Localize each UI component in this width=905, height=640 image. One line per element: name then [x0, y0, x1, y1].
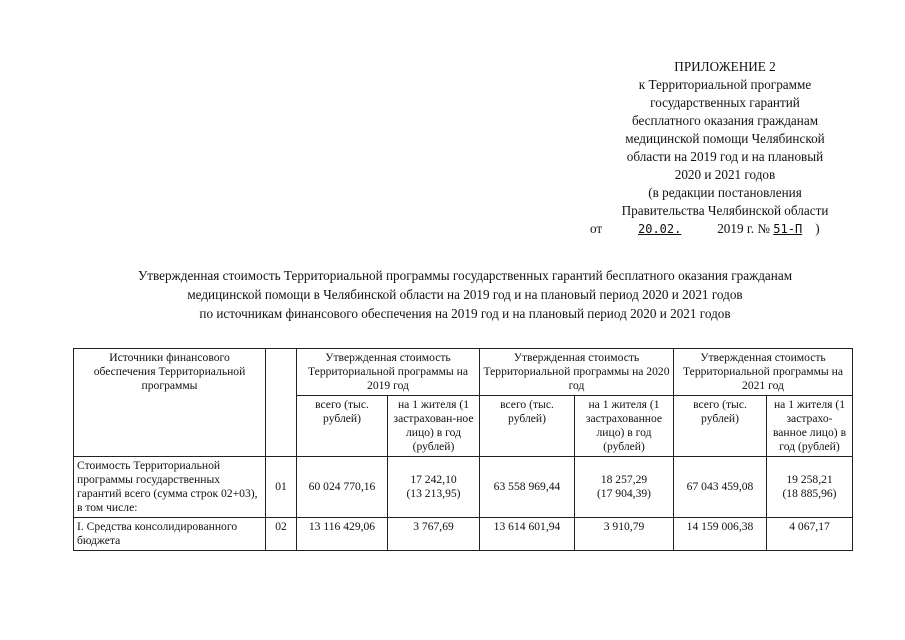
row-name: Стоимость Территориальной программы государственных гарантий всего (сумма строк 02+03), в том числе: — [74, 457, 266, 518]
per-insured-value: (13 213,95) — [406, 487, 461, 500]
heading-line: Утвержденная стоимость Территориальной программы государственных гарантий бесплатного оказания гражданам — [137, 268, 793, 283]
per-capita-value: 18 257,29 — [600, 473, 648, 486]
subheader-per-2021: на 1 жителя (1 застрахо-ванное лицо) в год (рублей) — [767, 396, 853, 457]
row-total-2019: 60 024 770,16 — [297, 457, 388, 518]
table-header-row — [74, 349, 853, 396]
row-total-2021: 67 043 459,08 — [674, 457, 767, 518]
row-name: I. Средства консолидированного бюджета — [74, 518, 266, 551]
appendix-line: (в редакции постановления — [648, 185, 802, 200]
per-capita-value: 19 258,21 — [786, 473, 833, 486]
appendix-line: к Территориальной программе — [638, 77, 812, 92]
heading-line: по источникам финансового обеспечения на 2019 год и на плановый период 2020 и 2021 годов — [199, 306, 731, 321]
sig-number: 51-П — [773, 222, 803, 236]
heading-line: медицинской помощи в Челябинской области на 2019 год и на плановый период 2020 и 2021 годов — [187, 287, 743, 302]
row-total-2020: 13 614 601,94 — [480, 518, 575, 551]
row-total-2019: 13 116 429,06 — [297, 518, 388, 551]
subheader-per-2020: на 1 жителя (1 застрахованное лицо) в год (рублей) — [575, 396, 674, 457]
per-insured-value: (18 885,96) — [782, 487, 837, 500]
row-per-2020 — [575, 457, 674, 518]
row-total-2021: 14 159 006,38 — [674, 518, 767, 551]
appendix-line: Правительства Челябинской области — [621, 203, 829, 218]
row-per-2019: 3 767,69 — [388, 518, 480, 551]
sig-year: 2019 г. № — [717, 221, 770, 236]
table-row — [74, 518, 853, 551]
appendix-title: ПРИЛОЖЕНИЕ 2 — [674, 59, 776, 74]
appendix-line: государственных гарантий — [650, 95, 800, 110]
row-per-2020: 3 910,79 — [575, 518, 674, 551]
per-capita-value: 17 242,10 — [410, 473, 457, 486]
sig-close: ) — [815, 221, 820, 236]
header-2020: Утвержденная стоимость Территориальной программы на 2020 год — [480, 349, 674, 396]
row-code: 02 — [266, 518, 297, 551]
row-total-2020: 63 558 969,44 — [480, 457, 575, 518]
row-code: 01 — [266, 457, 297, 518]
subheader-total-2020: всего (тыс. рублей) — [480, 396, 575, 457]
header-2021: Утвержденная стоимость Территориальной программы на 2021 год — [674, 349, 853, 396]
subheader-total-2021: всего (тыс. рублей) — [674, 396, 767, 457]
financing-table — [73, 348, 853, 551]
row-per-2021: 4 067,17 — [767, 518, 853, 551]
appendix-line: медицинской помощи Челябинской — [625, 131, 825, 146]
subheader-total-2019: всего (тыс. рублей) — [297, 396, 388, 457]
row-per-2021 — [767, 457, 853, 518]
sig-prefix: от — [590, 221, 603, 236]
document-heading — [70, 266, 860, 323]
header-source: Источники финансового обеспечения Территориальной программы — [74, 349, 266, 457]
appendix-line: области на 2019 год и на плановый — [626, 149, 824, 164]
per-insured-value: (17 904,39) — [596, 487, 652, 500]
appendix-block — [590, 58, 860, 238]
appendix-line: 2020 и 2021 годов — [674, 167, 776, 182]
subheader-per-2019: на 1 жителя (1 застрахован-ное лицо) в год (рублей) — [388, 396, 480, 457]
header-2019: Утвержденная стоимость Территориальной программы на 2019 год — [297, 349, 480, 396]
appendix-line: бесплатного оказания гражданам — [631, 113, 819, 128]
row-per-2019 — [388, 457, 480, 518]
sig-date: 20.02. — [638, 222, 682, 236]
table-row — [74, 457, 853, 518]
header-code — [266, 349, 297, 457]
signature-line — [590, 220, 860, 238]
